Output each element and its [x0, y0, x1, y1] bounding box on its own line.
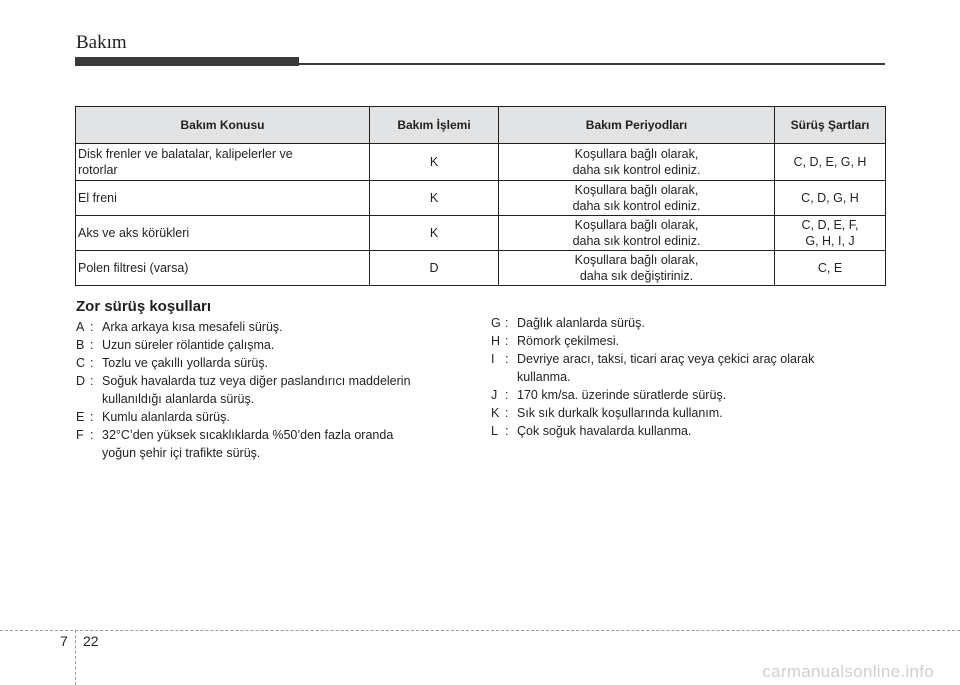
condition-code: F — [76, 428, 84, 442]
condition-code: E — [76, 410, 85, 424]
separator: : — [90, 356, 94, 370]
column-header-conditions: Sürüş Şartları — [775, 107, 886, 144]
cell-period — [499, 216, 775, 251]
list-item — [76, 318, 476, 336]
section-title: Zor sürüş koşulları — [76, 298, 212, 315]
condition-code: I — [491, 352, 495, 366]
condition-text — [102, 336, 476, 354]
condition-text — [517, 350, 886, 386]
cell-text: C, D, G, H — [801, 191, 859, 205]
cell-text: Koşullara bağlı olarak, — [574, 147, 699, 161]
text-line: Dağlık alanlarda sürüş. — [517, 316, 645, 330]
cell-text: Koşullara bağlı olarak, — [574, 218, 699, 232]
cell-period — [499, 144, 775, 181]
chapter-number: 7 — [60, 633, 68, 649]
cell-topic — [76, 216, 370, 251]
separator: : — [90, 428, 94, 442]
column-header-topic: Bakım Konusu — [76, 107, 370, 144]
text-line: Römork çekilmesi. — [517, 334, 620, 348]
separator: : — [90, 410, 94, 424]
separator: : — [505, 424, 509, 438]
watermark: carmanualsonline.info — [762, 662, 934, 681]
page-number: 22 — [83, 633, 99, 649]
condition-text — [517, 404, 886, 422]
condition-text — [517, 332, 886, 350]
cell-text: C, D, E, F, — [801, 218, 859, 232]
list-item — [491, 350, 886, 386]
condition-code: L — [491, 424, 498, 438]
cell-conditions — [775, 216, 886, 251]
cell-period — [499, 181, 775, 216]
cell-text: daha sık kontrol ediniz. — [572, 163, 701, 177]
cell-text: daha sık değiştiriniz. — [579, 269, 694, 283]
list-item — [491, 314, 886, 332]
conditions-list-right — [491, 314, 886, 440]
cell-text: daha sık kontrol ediniz. — [572, 234, 701, 248]
text-line: kullanıldığı alanlarda sürüş. — [102, 392, 255, 406]
cell-topic — [76, 144, 370, 181]
condition-code: B — [76, 338, 85, 352]
cell-text: Polen filtresi (varsa) — [78, 261, 189, 275]
list-item — [76, 426, 476, 462]
footer-vertical-divider — [75, 630, 76, 685]
condition-code: A — [76, 320, 85, 334]
text-line: Uzun süreler rölantide çalışma. — [102, 338, 275, 352]
table-row — [76, 144, 886, 181]
text-line: 32°C’den yüksek sıcaklıklarda %50’den fazla oranda — [102, 428, 394, 442]
condition-text — [517, 314, 886, 332]
cell-text: El freni — [78, 191, 117, 205]
page-section-title: Bakım — [76, 32, 127, 53]
text-line: Soğuk havalarda tuz veya diğer paslandırıcı maddelerin — [102, 374, 411, 388]
list-item — [76, 336, 476, 354]
list-item — [491, 422, 886, 440]
list-item — [76, 354, 476, 372]
cell-topic — [76, 251, 370, 286]
column-header-operation: Bakım İşlemi — [370, 107, 499, 144]
cell-text: Aks ve aks körükleri — [78, 226, 190, 240]
list-item — [76, 408, 476, 426]
condition-code: C — [76, 356, 86, 370]
condition-code: G — [491, 316, 501, 330]
separator: : — [505, 334, 509, 348]
condition-text — [102, 408, 476, 426]
condition-code: H — [491, 334, 501, 348]
condition-text — [102, 426, 476, 462]
cell-text: C, D, E, G, H — [793, 155, 867, 169]
condition-text — [517, 422, 886, 440]
header-accent-bar — [75, 57, 299, 66]
cell-operation: K — [370, 144, 499, 181]
text-line: yoğun şehir içi trafikte sürüş. — [102, 446, 261, 460]
table-row — [76, 181, 886, 216]
cell-text: rotorlar — [78, 163, 118, 177]
cell-text: daha sık kontrol ediniz. — [572, 199, 701, 213]
condition-code: J — [491, 388, 498, 402]
text-line: Tozlu ve çakıllı yollarda sürüş. — [102, 356, 269, 370]
condition-code: D — [76, 374, 86, 388]
text-line: Arka arkaya kısa mesafeli sürüş. — [102, 320, 283, 334]
table-header-row — [76, 107, 886, 144]
separator: : — [505, 388, 509, 402]
text-line: 170 km/sa. üzerinde süratlerde sürüş. — [517, 388, 727, 402]
separator: : — [505, 352, 509, 366]
table-row — [76, 216, 886, 251]
footer-divider — [0, 630, 960, 631]
cell-operation: K — [370, 216, 499, 251]
cell-text: G, H, I, J — [805, 234, 855, 248]
table-row — [76, 251, 886, 286]
separator: : — [505, 406, 509, 420]
cell-operation: D — [370, 251, 499, 286]
text-line: Devriye aracı, taksi, ticari araç veya çekici araç olarak — [517, 352, 815, 366]
maintenance-table — [75, 106, 886, 286]
cell-text: Koşullara bağlı olarak, — [574, 253, 699, 267]
separator: : — [90, 338, 94, 352]
text-line: Kumlu alanlarda sürüş. — [102, 410, 230, 424]
column-header-period: Bakım Periyodları — [499, 107, 775, 144]
text-line: kullanma. — [517, 370, 571, 384]
conditions-list-left — [76, 318, 476, 462]
separator: : — [90, 374, 94, 388]
cell-period — [499, 251, 775, 286]
condition-code: K — [491, 406, 500, 420]
cell-conditions — [775, 251, 886, 286]
cell-conditions — [775, 181, 886, 216]
separator: : — [90, 320, 94, 334]
cell-conditions — [775, 144, 886, 181]
list-item — [76, 372, 476, 408]
cell-topic — [76, 181, 370, 216]
cell-text: C, E — [817, 261, 843, 275]
condition-text — [517, 386, 886, 404]
condition-text — [102, 372, 476, 408]
list-item — [491, 332, 886, 350]
separator: : — [505, 316, 509, 330]
list-item — [491, 386, 886, 404]
cell-text: Disk frenler ve balatalar, kalipelerler ve — [78, 147, 293, 161]
condition-text — [102, 354, 476, 372]
text-line: Çok soğuk havalarda kullanma. — [517, 424, 692, 438]
cell-operation: K — [370, 181, 499, 216]
condition-text — [102, 318, 476, 336]
header-rule — [299, 63, 885, 65]
text-line: Sık sık durkalk koşullarında kullanım. — [517, 406, 723, 420]
list-item — [491, 404, 886, 422]
cell-text: Koşullara bağlı olarak, — [574, 183, 699, 197]
